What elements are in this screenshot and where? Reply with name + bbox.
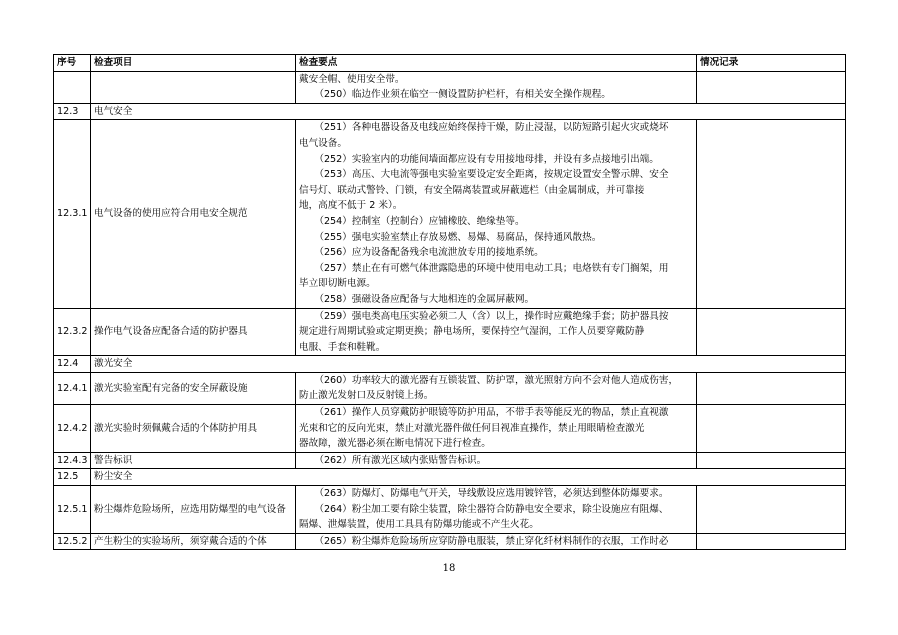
check-point-line: 规定进行周期试验或定期更换；静电场所，要保持空气湿润，工作人员要穿戴防静 — [299, 326, 645, 338]
check-points — [296, 372, 697, 404]
check-point-line: （263）防爆灯、防爆电气开关，导线敷设应选用镀锌管，必须达到整体防爆要求。 — [314, 488, 669, 500]
table-row — [54, 486, 846, 534]
table-row — [54, 120, 846, 308]
table-row — [54, 452, 846, 469]
record-cell — [697, 486, 846, 534]
check-item: 激光实验时须佩戴合适的个体防护用具 — [91, 405, 296, 453]
check-points — [296, 486, 697, 534]
item-number — [54, 71, 91, 103]
record-cell — [697, 533, 846, 550]
check-point-line: （256）应为设备配备残余电流泄放专用的接地系统。 — [314, 247, 544, 259]
check-point-line: （255）强电实验室禁止存放易燃、易爆、易腐品，保持通风散热。 — [314, 231, 602, 243]
check-points — [296, 452, 697, 469]
check-point-line: 毕立即切断电源。 — [299, 278, 376, 290]
item-number: 12.5.2 — [54, 533, 91, 550]
table-row — [54, 405, 846, 453]
check-point-line: （257）禁止在有可燃气体泄露隐患的环境中使用电动工具；电烙铁有专门搁架，用 — [314, 262, 669, 274]
item-number: 12.3.1 — [54, 120, 91, 308]
header-record: 情况记录 — [697, 55, 846, 72]
check-item — [91, 71, 296, 103]
check-point-line: （262）所有激光区域内张贴警告标识。 — [314, 454, 487, 466]
check-point-line: （250）临边作业须在临空一侧设置防护栏杆，有相关安全操作规程。 — [314, 89, 611, 101]
check-item: 产生粉尘的实验场所，须穿戴合适的个体 — [91, 533, 296, 550]
table-header-row — [54, 55, 846, 72]
item-number: 12.5.1 — [54, 486, 91, 534]
check-point-line: （260）功率较大的激光器有互锁装置、防护罩，激光照射方向不会对他人造成伤害， — [314, 374, 679, 386]
table-body — [54, 71, 846, 550]
header-num: 序号 — [54, 55, 91, 72]
section-row — [54, 103, 846, 120]
check-point-line: 信号灯、联动式警铃、门锁，有安全隔离装置或屏蔽遮栏（由金属制成，并可靠接 — [299, 184, 645, 196]
item-number: 12.3.2 — [54, 308, 91, 356]
section-title: 粉尘安全 — [91, 469, 846, 486]
check-point-line: （259）强电类高电压实验必须二人（含）以上，操作时应戴绝缘手套；防护器具按 — [314, 310, 669, 322]
item-number: 12.4.2 — [54, 405, 91, 453]
check-point-line: 戴安全帽、使用安全带。 — [299, 73, 405, 85]
check-point-line: （258）强磁设备应配备与大地相连的金属屏蔽网。 — [314, 293, 535, 305]
check-points — [296, 533, 697, 550]
record-cell — [697, 71, 846, 103]
check-point-line: （265）粉尘爆炸危险场所应穿防静电服装，禁止穿化纤材料制作的衣服，工作时必 — [314, 535, 669, 547]
table-row — [54, 533, 846, 550]
check-points — [296, 308, 697, 356]
check-points — [296, 71, 697, 103]
check-point-line: 防止激光发射口及反射镜上扬。 — [299, 390, 434, 402]
check-item: 粉尘爆炸危险场所，应选用防爆型的电气设备 — [91, 486, 296, 534]
inspection-table — [53, 54, 846, 550]
header-points: 检查要点 — [296, 55, 697, 72]
item-number: 12.4.1 — [54, 372, 91, 404]
record-cell — [697, 452, 846, 469]
check-points — [296, 405, 697, 453]
header-item: 检查项目 — [91, 55, 296, 72]
record-cell — [697, 120, 846, 308]
check-point-line: （261）操作人员穿戴防护眼镜等防护用品，不带手表等能反光的物品，禁止直视激 — [314, 407, 669, 419]
check-item: 警告标识 — [91, 452, 296, 469]
table-row — [54, 71, 846, 103]
check-item: 操作电气设备应配备合适的防护器具 — [91, 308, 296, 356]
record-cell — [697, 372, 846, 404]
check-item: 激光实验室配有完备的安全屏蔽设施 — [91, 372, 296, 404]
item-number: 12.4.3 — [54, 452, 91, 469]
check-point-line: 器故障，激光器必须在断电情况下进行检查。 — [299, 438, 491, 450]
record-cell — [697, 308, 846, 356]
section-row — [54, 356, 846, 373]
check-point-line: 隔爆、泄爆装置，使用工具具有防爆功能或不产生火花。 — [299, 519, 539, 531]
section-number: 12.3 — [54, 103, 91, 120]
page-number: 18 — [442, 563, 456, 574]
section-title: 电气安全 — [91, 103, 846, 120]
check-point-line: （253）高压、大电流等强电实验室要设定安全距离，按规定设置安全警示牌、安全 — [314, 169, 669, 181]
section-number: 12.4 — [54, 356, 91, 373]
record-cell — [697, 405, 846, 453]
check-point-line: （252）实验室内的功能间墙面都应设有专用接地母排，并设有多点接地引出端。 — [314, 153, 659, 165]
check-point-line: 电气设备。 — [299, 137, 347, 149]
check-point-line: （264）粉尘加工要有除尘装置，除尘器符合防静电安全要求，除尘设施应有阻爆、 — [314, 503, 669, 515]
table-row — [54, 372, 846, 404]
check-point-line: （251）各种电器设备及电线应始终保持干燥，防止浸湿，以防短路引起火灾或烧坏 — [314, 122, 669, 134]
section-row — [54, 469, 846, 486]
check-point-line: （254）控制室（控制台）应铺橡胶、绝缘垫等。 — [314, 215, 525, 227]
section-number: 12.5 — [54, 469, 91, 486]
check-point-line: 光束和它的反向光束，禁止对激光器件做任何目视准直操作，禁止用眼睛检查激光 — [299, 422, 645, 434]
check-point-line: 地，高度不低于 2 米）。 — [299, 200, 403, 212]
check-points — [296, 120, 697, 308]
check-item: 电气设备的使用应符合用电安全规范 — [91, 120, 296, 308]
section-title: 激光安全 — [91, 356, 846, 373]
table-row — [54, 308, 846, 356]
check-point-line: 电服、手套和鞋靴。 — [299, 341, 386, 353]
